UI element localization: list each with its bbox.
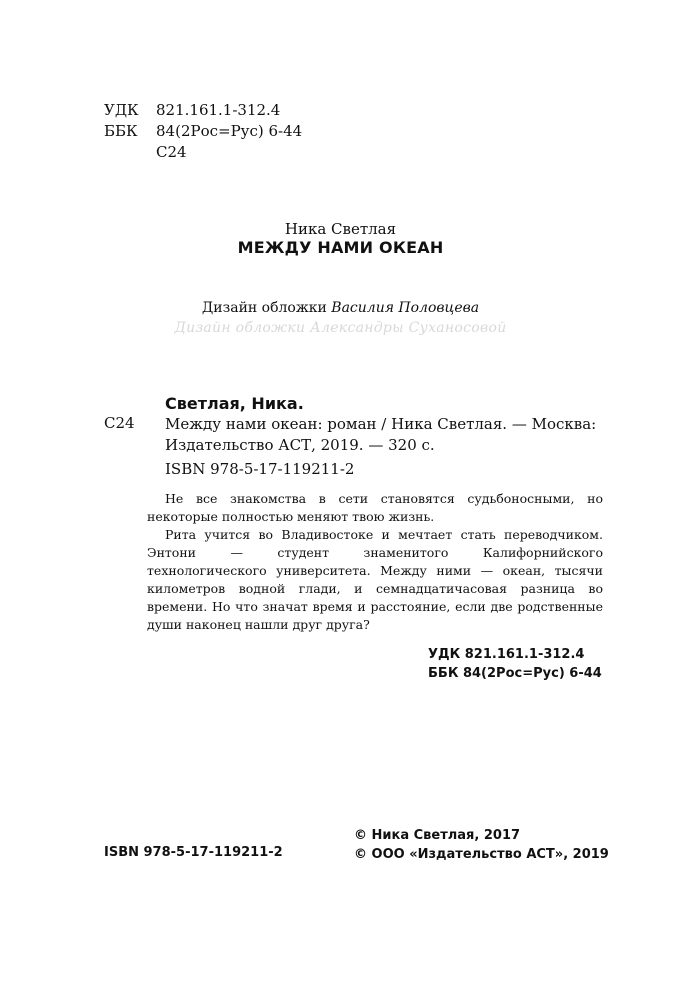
copyright-block [354,826,609,864]
book-title: МЕЖДУ НАМИ ОКЕАН [237,238,444,257]
udk-row [104,100,302,121]
cover-designer-name: Василия Половцева [331,300,480,316]
author-mark-top: С24 [156,143,187,161]
bbk-row [104,121,302,142]
annotation-paragraph-1: Не все знакомства в сети становятся судьбоносными, но некоторые полностью меняют твою жизнь. [147,491,603,524]
bottom-bbk: ББК 84(2Рос=Рус) 6-44 [428,666,602,681]
bbk-label: ББК [104,122,138,140]
bottom-classification [428,645,602,683]
annotation [147,490,603,634]
title-author: Ника Светлая [284,220,397,238]
faded-credit-line: Дизайн обложки Александры Суханосовой [174,320,507,336]
cover-design-label: Дизайн обложки [201,300,327,316]
bottom-udk: УДК 821.161.1-312.4 [428,647,585,662]
udk-value: 821.161.1-312.4 [156,101,281,119]
catalog-author-mark: С24 [104,414,135,432]
annotation-paragraph-2: Рита учится во Владивостоке и мечтает стать переводчиком. Энтони — студент знаменитого Калифорнийского технологического университета. Между ними — океан, тысячи километров водной глади, и семнадцатичасовая разница во времени. Но что значат время и расстояние, если две родственные души наконец нашли друг друга? [147,527,603,632]
catalog-isbn: ISBN 978-5-17-119211-2 [165,460,355,478]
classification-codes [104,100,302,163]
copyright-publisher: © ООО «Издательство АСТ», 2019 [354,847,609,862]
cover-design-credit [0,300,681,316]
udk-label: УДК [104,101,139,119]
copyright-author: © Ника Светлая, 2017 [354,828,521,843]
catalog-description: Между нами океан: роман / Ника Светлая. — Москва: Издательство АСТ, 2019. — 320 с. [165,415,597,454]
bbk-value: 84(2Рос=Рус) 6-44 [156,122,303,140]
catalog-heading: Светлая, Ника. [165,394,304,413]
footer-isbn: ISBN 978-5-17-119211-2 [104,845,283,860]
